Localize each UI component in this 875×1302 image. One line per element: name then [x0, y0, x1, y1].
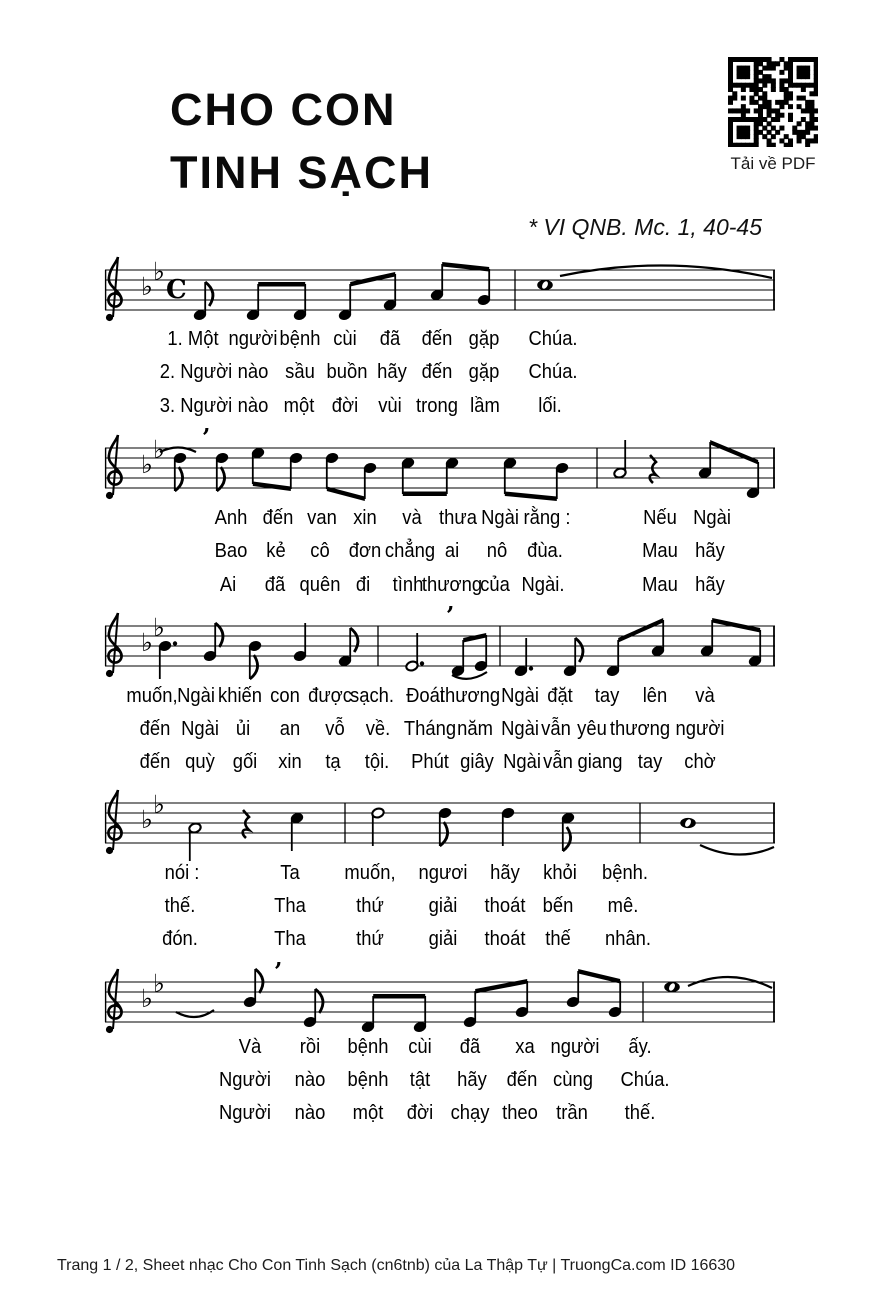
lyric-word: muốn, [126, 685, 178, 707]
lyric-line-v3 [0, 751, 875, 775]
lyric-word: hãy [377, 361, 407, 383]
lyric-word: muốn, [344, 862, 396, 884]
lyric-line-v2 [0, 895, 875, 919]
treble-clef-icon [106, 613, 122, 677]
eighth-flag [563, 827, 571, 851]
breath-mark-icon: ’ [274, 957, 283, 986]
lyric-word: Ai [219, 574, 237, 596]
lyric-word: năm [457, 718, 493, 740]
lyric-word: thoát [484, 895, 526, 917]
eighth-flag [315, 989, 323, 1013]
time-signature: C [166, 275, 187, 305]
lyric-word: trần [556, 1102, 588, 1124]
lyric-word: lối. [538, 395, 562, 417]
lyric-word: đời [406, 1102, 434, 1124]
lyric-word: nào [237, 395, 269, 417]
lyric-word: đặt [547, 685, 573, 707]
lyric-word: tình [392, 574, 424, 596]
lyric-word: Mau [642, 540, 678, 562]
lyric-word: thoát [484, 928, 526, 950]
flat-sign-icon: ♭ [153, 613, 165, 642]
lyric-line-v2 [0, 718, 875, 742]
lyric-word: tạ [325, 751, 341, 773]
lyric-word: đơn [348, 540, 382, 562]
lyric-word: ủi [235, 718, 251, 740]
lyric-word: Ngài [177, 685, 215, 707]
beam [475, 979, 527, 994]
lyric-word: vẫn [543, 751, 573, 773]
lyric-word: rồi [299, 1036, 321, 1058]
lyric-word: xin [278, 751, 302, 773]
lyric-word: Ta [280, 862, 300, 884]
treble-clef-icon [106, 435, 122, 499]
flat-sign-icon: ♭ [153, 257, 165, 286]
lyric-word: vẫn [541, 718, 571, 740]
lyric-word: tội. [364, 751, 390, 773]
beam [373, 994, 425, 999]
lyric-word: đến [421, 328, 453, 350]
lyric-word: yêu [577, 718, 607, 740]
lyric-word: bệnh [347, 1069, 389, 1091]
tie-curve [176, 1010, 214, 1017]
lyric-word: buồn [326, 361, 368, 383]
qr-code-icon[interactable] [728, 57, 818, 147]
lyric-word: Ngài [693, 507, 731, 529]
lyric-word: 1. Một [167, 328, 219, 350]
lyric-line-v1 [0, 862, 875, 886]
lyric-word: bệnh. [601, 862, 649, 884]
lyric-word: đến [262, 507, 294, 529]
lyric-word: chạy [450, 1102, 490, 1124]
slur-curve [700, 845, 774, 855]
lyric-word: đùa. [527, 540, 563, 562]
song-title-line1: CHO CON [170, 84, 397, 135]
lyric-word: hãy [490, 862, 520, 884]
lyric-word: mê. [607, 895, 639, 917]
lyric-word: Chúa. [620, 1069, 670, 1091]
flat-sign-icon: ♭ [141, 272, 153, 301]
lyric-line-v1 [0, 1036, 875, 1060]
lyric-word: đã [264, 574, 286, 596]
eighth-flag [350, 628, 358, 652]
lyric-word: hãy [695, 540, 725, 562]
beam [253, 482, 291, 492]
lyric-word: theo [502, 1102, 538, 1124]
lyric-word: van [307, 507, 337, 529]
lyric-word: khỏi [543, 862, 577, 884]
lyric-word: đời [331, 395, 359, 417]
lyric-line-v1 [0, 507, 875, 531]
lyric-word: tật [409, 1069, 431, 1091]
lyric-word: hãy [695, 574, 725, 596]
lyric-word: Người [219, 1102, 271, 1124]
flat-sign-icon: ♭ [141, 450, 153, 479]
lyric-word: của [480, 574, 510, 596]
lyric-word: tay [594, 685, 620, 707]
beam [505, 492, 557, 502]
lyric-word: vỗ [325, 718, 345, 740]
lyric-word: nô [486, 540, 508, 562]
lyric-word: đã [379, 328, 401, 350]
lyric-word: và [402, 507, 422, 529]
lyric-line-v3 [0, 395, 875, 419]
lyric-word: thế. [164, 895, 196, 917]
lyric-line-v2 [0, 1069, 875, 1093]
lyric-word: xa [515, 1036, 535, 1058]
lyric-word: giải [428, 895, 458, 917]
flat-sign-icon: ♭ [153, 969, 165, 998]
lyric-word: Tha [274, 928, 306, 950]
lyric-word: đi [355, 574, 371, 596]
qr-download-block[interactable] [728, 57, 818, 174]
lyric-line-v1 [0, 328, 875, 352]
beam [403, 492, 447, 497]
lyric-line-v3 [0, 928, 875, 952]
lyric-word: ai [444, 540, 460, 562]
lyric-word: nào [237, 361, 269, 383]
lyric-word: đến [421, 361, 453, 383]
slur-curve [560, 265, 772, 278]
song-title-line2: TINH SẠCH [170, 147, 433, 198]
treble-clef-icon [106, 257, 122, 321]
lyric-word: 2. Người [159, 361, 233, 383]
lyric-word: thế. [624, 1102, 656, 1124]
quarter-rest-icon [650, 455, 656, 483]
lyric-word: quên [299, 574, 341, 596]
lyric-line-v3 [0, 1102, 875, 1126]
lyric-word: cùng [553, 1069, 593, 1091]
lyric-word: thứ [356, 895, 384, 917]
flat-sign-icon: ♭ [141, 805, 153, 834]
lyric-word: Tha [274, 895, 306, 917]
lyric-word: Và [238, 1036, 262, 1058]
lyric-word: trong [416, 395, 458, 417]
beam [712, 618, 760, 633]
lyric-word: một [283, 395, 315, 417]
lyric-word: Anh [214, 507, 248, 529]
qr-download-label[interactable]: Tải về PDF [730, 154, 816, 173]
eighth-flag [175, 467, 183, 491]
lyric-word: chờ [684, 751, 716, 773]
lyric-word: thứ [356, 928, 384, 950]
beam [327, 487, 365, 502]
lyric-line-v2 [0, 540, 875, 564]
lyric-word: Người [219, 1069, 271, 1091]
lyric-word: kẻ [266, 540, 286, 562]
lyric-word: an [279, 718, 301, 740]
flat-sign-icon: ♭ [153, 435, 165, 464]
flat-sign-icon: ♭ [153, 790, 165, 819]
lyric-word: xin [353, 507, 377, 529]
lyric-word: Ngài. [521, 574, 565, 596]
lyric-word: một [352, 1102, 384, 1124]
lyric-word: Tháng [403, 718, 457, 740]
lyric-word: 3. Người [159, 395, 233, 417]
scripture-reference: * VI QNB. Mc. 1, 40-45 [528, 214, 762, 240]
lyric-word: gặp [468, 328, 500, 350]
lyric-word: nhân. [604, 928, 652, 950]
lyric-line-v1 [0, 685, 875, 709]
lyric-word: hãy [457, 1069, 487, 1091]
lyric-word: sạch. [350, 685, 394, 707]
lyric-word: sầu [285, 361, 315, 383]
lyric-word: Ngài [501, 718, 539, 740]
lyric-word: khiến [218, 685, 262, 707]
beam [618, 618, 663, 643]
lyric-word: thương [609, 718, 671, 740]
beam [258, 282, 305, 287]
lyric-word: ngươi [418, 862, 468, 884]
lyric-word: giải [428, 928, 458, 950]
lyric-word: được [308, 685, 352, 707]
lyric-word: đến [139, 718, 171, 740]
quarter-rest-icon [243, 810, 249, 838]
lyric-word: ấy. [628, 1036, 652, 1058]
breath-mark-icon: ’ [446, 601, 455, 630]
lyric-word: bến [542, 895, 574, 917]
beam [463, 633, 486, 643]
lyric-word: người [550, 1036, 600, 1058]
eighth-flag [215, 623, 223, 647]
lyric-word: gối [232, 751, 258, 773]
lyric-word: Ngài [181, 718, 219, 740]
lyric-word: nói : [164, 862, 200, 884]
lyric-word: người [675, 718, 725, 740]
lyric-word: Chúa. [528, 361, 578, 383]
lyric-word: cùi [408, 1036, 432, 1058]
lyric-word: và [695, 685, 715, 707]
eighth-flag [440, 822, 448, 846]
lyric-word: Mau [642, 574, 678, 596]
lyric-word: Bao [214, 540, 248, 562]
lyric-line-v3 [0, 574, 875, 598]
lyric-word: về. [365, 718, 391, 740]
lyric-word: tay [637, 751, 663, 773]
beam [578, 969, 620, 984]
lyric-word: quỳ [185, 751, 215, 773]
lyric-word: đón. [162, 928, 198, 950]
lyric-word: lầm [470, 395, 500, 417]
eighth-flag [575, 638, 583, 662]
lyric-word: lên [642, 685, 668, 707]
eighth-flag [217, 467, 225, 491]
lyric-word: thương [421, 574, 483, 596]
lyric-word: vùi [378, 395, 402, 417]
lyric-word: Ngài [503, 751, 541, 773]
lyric-word: Ngài [501, 685, 539, 707]
lyric-word: bệnh [347, 1036, 389, 1058]
eighth-flag [255, 969, 263, 993]
lyric-word: cô [310, 540, 330, 562]
lyric-word: đến [506, 1069, 538, 1091]
lyric-word: thương [439, 685, 501, 707]
breath-mark-icon: ’ [202, 423, 211, 452]
lyric-word: Nếu [643, 507, 677, 529]
staff-system [0, 215, 875, 345]
lyric-word: nào [294, 1069, 326, 1091]
beam [350, 272, 395, 287]
flat-sign-icon: ♭ [141, 628, 153, 657]
lyric-word: thế [545, 928, 571, 950]
lyric-line-v2 [0, 361, 875, 385]
lyric-word: gặp [468, 361, 500, 383]
treble-clef-icon [106, 790, 122, 854]
lyric-word: đã [459, 1036, 481, 1058]
lyric-word: cùi [333, 328, 357, 350]
lyric-word: Chúa. [528, 328, 578, 350]
lyric-word: người [228, 328, 278, 350]
eighth-flag [250, 655, 258, 679]
lyric-word: giang [577, 751, 623, 773]
lyric-word: bệnh [279, 328, 321, 350]
lyric-word: đến [139, 751, 171, 773]
treble-clef-icon [106, 969, 122, 1033]
page-footer: Trang 1 / 2, Sheet nhạc Cho Con Tinh Sạch (cn6tnb) của La Thập Tự | TruongCa.com ID 16630 [57, 1257, 736, 1274]
lyric-word: Phút [411, 751, 449, 773]
lyric-word: Ngài [481, 507, 519, 529]
lyric-word: nào [294, 1102, 326, 1124]
lyric-word: thưa [439, 507, 477, 529]
beam [710, 440, 758, 465]
eighth-flag [205, 282, 213, 306]
lyric-word: chẳng [384, 540, 436, 562]
lyric-word: con [270, 685, 300, 707]
lyric-word: giây [460, 751, 494, 773]
lyric-word: Đoái [406, 685, 444, 707]
lyric-word: rằng : [523, 507, 571, 529]
flat-sign-icon: ♭ [141, 984, 153, 1013]
